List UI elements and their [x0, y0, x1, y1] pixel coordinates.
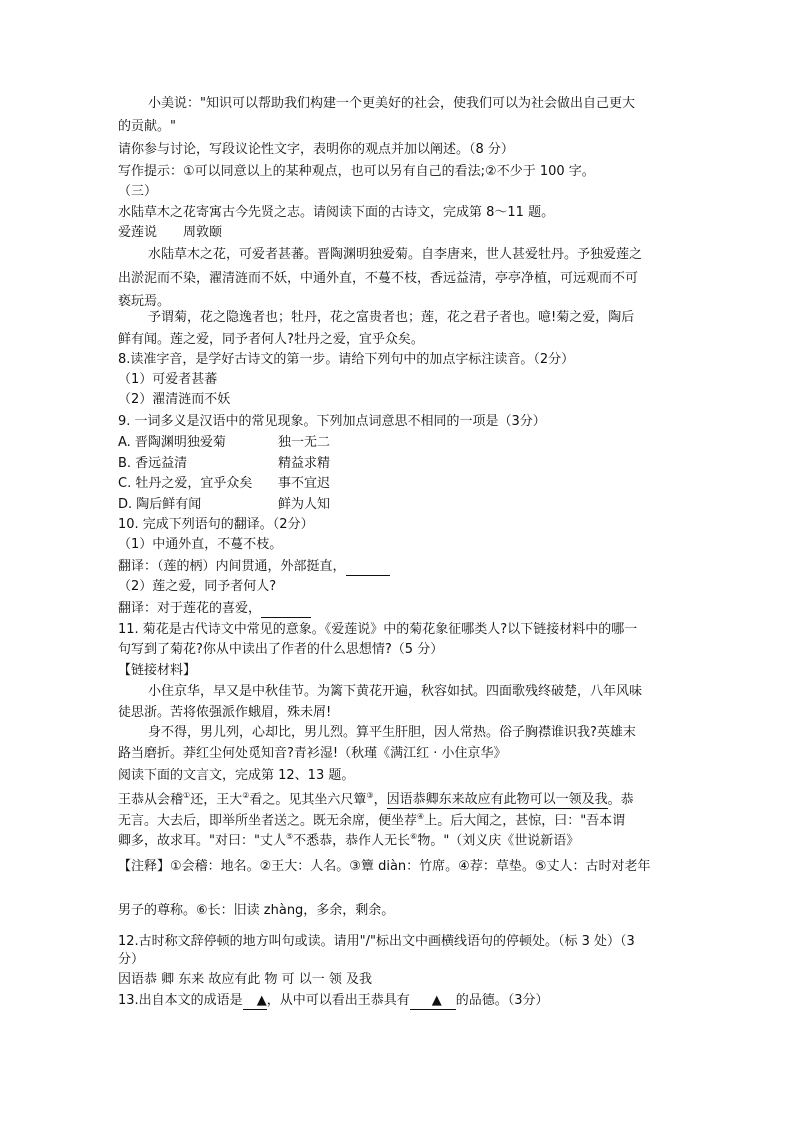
question-8-item-1: （1）可爱者甚蕃 [118, 372, 218, 387]
question-12: 分） [118, 952, 145, 967]
question-11: 句写到了菊花?你从中读出了作者的什么思想情?（5 分） [118, 642, 444, 657]
prompt-line: 写作提示：①可以同意以上的某种观点，也可以另有自己的看法;②不少于 100 字。 [118, 164, 595, 179]
section-heading: （三） [118, 184, 158, 199]
section-intro: 水陆草木之花寄寓古今先贤之志。请阅读下面的古诗文，完成第 8～11 题。 [118, 205, 555, 220]
link-text: 路当磨折。莽红尘何处觅知音?青衫湿!（秋瑾《满江红 · 小住京华》 [118, 746, 507, 761]
question-11: 11. 菊花是古代诗文中常见的意象。《爱莲说》中的菊花象征哪类人?以下链接材料中的哪一 [118, 622, 638, 637]
answer-blank[interactable] [261, 600, 311, 618]
text-line: 亵玩焉。 [118, 294, 171, 309]
poem-title [118, 224, 678, 241]
notes: 【注释】①会稽：地名。②王大：人名。③簟 diàn：竹席。④荐：草垫。⑤丈人：古时对老年 [118, 859, 651, 874]
translation-1: 翻译：（莲的柄）内间贯通，外部挺直， [118, 558, 678, 576]
answer-blank[interactable] [346, 558, 390, 576]
link-text: 小住京华，早又是中秋佳节。为篱下黄花开遍，秋容如拭。四面歌残终破楚，八年风味 [148, 684, 643, 699]
question-12-sentence: 因语恭 卿 东来 故应有此 物 可 以一 领 及我 [118, 972, 373, 987]
link-title: 【链接材料】 [118, 663, 197, 678]
answer-blank[interactable]: ▲ [410, 992, 456, 1010]
passage-line: 小美说："知识可以帮助我们构建一个更美好的社会，使我们可以为社会做出自己更大 [148, 96, 635, 111]
text-line: 水陆草木之花，可爱者甚蕃。晋陶渊明独爱菊。自李唐来，世人甚爱牡丹。予独爱莲之 [148, 247, 643, 262]
option-d: D. 陶后鲜有闻 鲜为人知 [118, 497, 331, 512]
classical-text: 卿多，故求耳。"对曰："丈人⑤不悉恭，恭作人无长⑥物。"（刘义庆《世说新语》 [118, 832, 580, 849]
question-9: 9. 一词多义是汉语中的常见现象。下列加点词意思不相同的一项是（3分） [118, 414, 546, 429]
notes: 男子的尊称。⑥长：旧读 zhàng，多余，剩余。 [118, 903, 395, 918]
classical-text: 无言。大去后，即举所坐者送之。既无余席，便坐荐④上。后大闻之，甚惊，曰："吾本谓 [118, 812, 626, 829]
question-10-item-2: （2）莲之爱，同予者何人? [118, 579, 277, 594]
text-line: 出淤泥而不染，濯清涟而不妖，中通外直，不蔓不枝，香远益清，亭亭净植，可远观而不可 [118, 271, 639, 286]
question-12: 12.古时称文辞停顿的地方叫句或读。请用"/"标出文中画横线语句的停顿处。（标 3 处）（3 [118, 934, 635, 949]
question-8: 8.读准字音，是学好古诗文的第一步。请给下列句中的加点字标注读音。（2分） [118, 352, 575, 367]
option-c: C. 牡丹之爱，宜乎众矣 事不宜迟 [118, 476, 331, 491]
link-text: 徒思浙。苦将侬强派作蛾眉，殊未屑! [118, 705, 332, 720]
link-text: 身不得，男儿列，心却比，男儿烈。算平生肝胆，因人常热。俗子胸襟谁识我?英雄末 [148, 725, 636, 740]
poem-author: 周敦颐 [183, 225, 223, 240]
option-a: A. 晋陶渊明独爱菊 独一无二 [118, 435, 331, 450]
answer-blank[interactable]: ▲ [243, 992, 267, 1010]
poem-title-text: 爱莲说 [118, 225, 158, 240]
translation-2: 翻译：对于莲花的喜爱， [118, 600, 678, 618]
question-13: 13.出自本文的成语是 ▲，从中可以看出王恭具有 ▲ 的品德。（3分） [118, 993, 549, 1008]
question-10: 10. 完成下列语句的翻译。（2分） [118, 517, 314, 532]
reading-intro: 阅读下面的文言文，完成第 12、13 题。 [118, 768, 355, 783]
underlined-sentence: 因语恭卿东来故应有此物可以一领及我 [386, 792, 608, 808]
text-line: 予谓菊，花之隐逸者也；牡丹，花之富贵者也；莲，花之君子者也。噫!菊之爱，陶后 [148, 310, 635, 325]
question-8-item-2: （2）濯清涟而不妖 [118, 392, 231, 407]
classical-text: 王恭从会稽①还，王大②看之。见其坐六尺簟③，因语恭卿东来故应有此物可以一领及我。恭 [118, 791, 634, 808]
option-b: B. 香远益清 精益求精 [118, 456, 331, 471]
prompt-line: 请你参与讨论，写段议论性文字，表明你的观点并加以阐述。（8 分） [118, 142, 514, 157]
question-10-item-1: （1）中通外直，不蔓不枝。 [118, 537, 283, 552]
passage-line: 的贡献。" [118, 119, 176, 134]
text-line: 鲜有闻。莲之爱，同予者何人?牡丹之爱，宜乎众矣。 [118, 332, 424, 347]
